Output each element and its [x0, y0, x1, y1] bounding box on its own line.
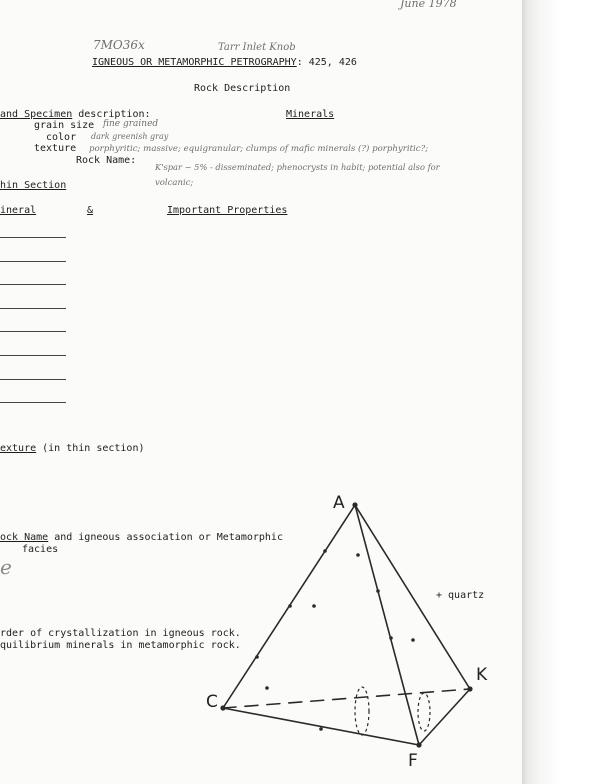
plot-point	[376, 589, 380, 593]
sample-id: 7MO36x	[93, 38, 145, 52]
rock-description-heading: Rock Description	[194, 83, 291, 94]
texture-value: porphyritic; massive; equigranular; clumps of mafic minerals (?) porphyritic?;	[89, 144, 429, 154]
facies-label: facies	[22, 544, 59, 555]
plot-point	[323, 549, 327, 553]
plot-point	[389, 636, 393, 640]
plot-point	[255, 655, 259, 659]
plot-point	[288, 604, 292, 608]
rock-name-label: Rock Name:	[76, 155, 137, 166]
crystallization-order-note: rder of crystallization in igneous rock.	[0, 628, 241, 639]
vertex-k-point	[467, 686, 472, 691]
vertex-f-point	[416, 742, 421, 747]
quartz-label: + quartz	[436, 590, 485, 601]
hand-specimen-heading: and Specimen description:	[0, 109, 151, 120]
plot-point	[319, 727, 323, 731]
handwritten-rock-name: e	[0, 555, 12, 579]
edge-c-k-dashed	[223, 689, 470, 708]
grain-size-value: fine grained	[103, 119, 159, 129]
mineral-column-heading: ineral	[0, 205, 37, 216]
edge-f-k	[419, 689, 470, 745]
dashed-ellipse-2	[418, 693, 430, 731]
dashed-ellipse-1	[355, 687, 369, 735]
ampersand: &	[87, 205, 94, 216]
color-value: dark greenish gray	[91, 132, 169, 141]
important-properties-heading: Important Properties	[167, 205, 288, 216]
plot-point	[312, 604, 316, 608]
minerals-heading: Minerals	[286, 109, 335, 120]
plot-point	[265, 686, 269, 690]
thin-section-heading: hin Section	[0, 180, 67, 191]
rock-name-note-2: volcanic;	[155, 178, 194, 188]
vertex-label-f: F	[408, 751, 418, 771]
texture-label: texture	[34, 143, 77, 154]
vertex-c-point	[220, 705, 225, 710]
color-label: color	[46, 132, 77, 143]
rock-name-association-heading: ock Name and igneous association or Metamorphic	[0, 532, 283, 543]
grain-size-label: grain size	[34, 120, 95, 131]
plot-point	[356, 553, 360, 557]
vertex-label-a: A	[333, 493, 345, 513]
rock-name-note-1: K'spar ~ 5% - disseminated; phenocrysts in habit; potential also for	[155, 162, 440, 172]
edge-a-f	[355, 505, 419, 745]
form-title: IGNEOUS OR METAMORPHIC PETROGRAPHY: 425, 426	[92, 57, 357, 68]
edge-c-f	[223, 708, 419, 745]
texture-thin-section-heading: exture (in thin section)	[0, 443, 145, 454]
date-note: June 1978	[400, 0, 457, 10]
vertex-label-k: K	[476, 665, 488, 685]
vertex-label-c: C	[206, 692, 218, 712]
equilibrium-minerals-note: quilibrium minerals in metamorphic rock.	[0, 640, 241, 651]
location-note: Tarr Inlet Knob	[218, 42, 296, 53]
plot-point	[411, 638, 415, 642]
vertex-a-point	[352, 502, 357, 507]
